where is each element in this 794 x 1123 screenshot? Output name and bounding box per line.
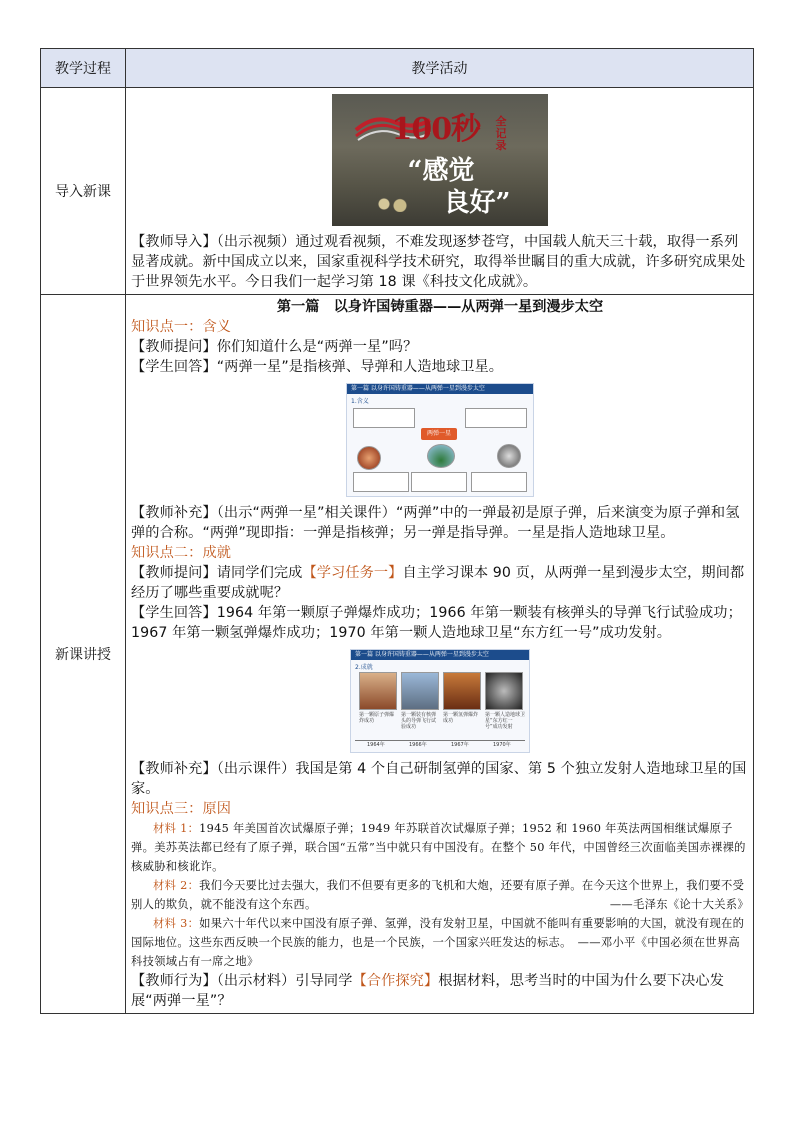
slide1-text-box-left	[353, 408, 415, 428]
dongfanghong-satellite-image	[485, 672, 523, 710]
slide1-text-box-right	[465, 408, 527, 428]
material-1-label: 材料 1：	[153, 822, 200, 835]
supplement-2-label: 【教师补充】	[131, 761, 217, 777]
material-3-source: ——邓小平《中国必须在世界高科技领域占有一席之地》	[131, 936, 741, 968]
teacher-action-label: 【教师行为】	[131, 973, 217, 989]
material-1-text: 1945 年美国首次试爆原子弹；1949 年苏联首次试爆原子弹；1952 和 1960 年英法两国相继试爆原子弹。美苏英法都已经有了原子弹，联合国“五常”当中就只有中国没有。在整个 50 年代，中国曾经三次面临美国赤裸裸的核威胁和核讹诈。	[131, 822, 746, 873]
material-2-label: 材料 2：	[153, 879, 200, 892]
satellite-image	[497, 444, 521, 468]
year-1966: 1966年	[409, 742, 427, 748]
material-3	[131, 914, 749, 971]
material-3-label: 材料 3：	[153, 917, 200, 930]
teacher-question-1: 【教师提问】你们知道什么是“两弹一星”吗？	[131, 339, 418, 355]
slide1-title-bar: 第一篇 以身许国铸重器——从两弹一星到漫步太空	[347, 384, 533, 394]
teacher-intro-label: 【教师导入】	[131, 234, 217, 250]
slide1-center-label: 两弹一星	[421, 428, 457, 440]
hydrogen-bomb-image	[443, 672, 481, 710]
section-title: 第一篇 以身许国铸重器——从两弹一星到漫步太空	[276, 299, 604, 315]
material-2-text: 我们今天要比过去强大，我们不但要有更多的飞机和大炮，还要有原子弹。在今天这个世界上，我们要不受别人的欺负，就不能没有这个东西。	[131, 879, 745, 911]
stage-lecture: 新课讲授	[41, 295, 126, 1014]
material-3-text: 如果六十年代以来中国没有原子弹、氢弹，没有发射卫星，中国就不能叫有重要影响的大国，就没有现在的国际地位。这些东西反映一个民族的能力，也是一个民族，一个国家兴旺发达的标志。	[131, 917, 745, 949]
material-2-source: ——毛泽东《论十大关系》	[609, 898, 749, 911]
student-answer-1: 【学生回答】“两弹一星”是指核弹、导弹和人造地球卫星。	[131, 359, 504, 375]
question-2-post: 自主学习课本 90 页，从两弹一星到漫步太空，期间都经历了哪些重要成就呢？	[131, 565, 745, 601]
teacher-action-post: 根据材料，思考当时的中国为什么要下决心发展“两弹一星”？	[131, 973, 725, 1009]
slide1-subtitle: 1.含义	[351, 398, 369, 405]
slide1-caption-3	[471, 472, 527, 492]
slide-two-bombs-one-satellite	[346, 383, 534, 497]
header-process: 教学过程	[41, 49, 126, 88]
material-1	[131, 819, 749, 876]
lesson-plan-table	[40, 48, 754, 1014]
timeline-line	[355, 740, 525, 741]
slide2-caption-3: 第一颗氢弹爆炸成功	[443, 712, 479, 724]
cooperative-inquiry: 【合作探究】	[352, 973, 439, 989]
slide1-caption-2	[411, 472, 467, 492]
stage-intro: 导入新课	[41, 88, 126, 295]
teacher-supplement-2	[131, 759, 749, 799]
intro-paragraph	[131, 232, 749, 292]
supplement-1-label: 【教师补充】	[131, 505, 217, 521]
slide2-title-bar: 第一篇 以身许国铸重器——从两弹一星到漫步太空	[351, 650, 529, 660]
video-title-small: 全记录	[495, 115, 507, 152]
material-2	[131, 876, 749, 914]
missile-image	[427, 444, 455, 468]
header-activity: 教学活动	[126, 49, 754, 88]
slide2-subtitle: 2.成就	[355, 664, 373, 671]
year-1967: 1967年	[451, 742, 469, 748]
atomic-bomb-image	[357, 446, 381, 470]
intro-video-thumbnail[interactable]	[332, 94, 548, 226]
teacher-supplement-1	[131, 503, 749, 543]
slide1-caption-1	[353, 472, 409, 492]
lecture-row	[41, 295, 754, 1014]
supplement-2-text: （出示课件）我国是第 4 个自己研制氢弹的国家、第 5 个独立发射人造地球卫星的国家。	[131, 761, 747, 797]
knowledge-point-2: 知识点二：成就	[131, 545, 232, 561]
missile-launch-image	[401, 672, 439, 710]
teacher-action	[131, 971, 749, 1011]
mushroom-cloud-image	[359, 672, 397, 710]
header-row	[41, 49, 754, 88]
question-2-pre: 【教师提问】请同学们完成	[131, 565, 303, 581]
year-1964: 1964年	[367, 742, 385, 748]
student-answer-2: 【学生回答】1964 年第一颗原子弹爆炸成功；1966 年第一颗装有核弹头的导弹飞行试验成功；1967 年第一颗氢弹爆炸成功；1970 年第一颗人造地球卫星“东方红一号”成功发射。	[131, 605, 742, 641]
slide-achievements	[350, 649, 530, 753]
teacher-question-2	[131, 563, 749, 603]
video-title-big: 100秒	[391, 112, 481, 147]
slide2-caption-4: 第一颗人造地球卫星“东方红一号”成功发射	[485, 712, 526, 730]
teacher-action-pre: （出示材料）引导同学	[216, 973, 353, 989]
slide2-caption-2: 第一颗装有核弹头的导弹飞行试验成功	[401, 712, 437, 730]
intro-cell	[126, 88, 754, 295]
intro-row	[41, 88, 754, 295]
learning-task-1: 【学习任务一】	[302, 565, 403, 581]
slide2-caption-1: 第一颗原子弹爆炸成功	[359, 712, 395, 724]
year-1970: 1970年	[493, 742, 511, 748]
knowledge-point-3: 知识点三：原因	[131, 801, 232, 817]
video-quote-line1: “感觉	[407, 156, 475, 186]
supplement-1-text: （出示“两弹一星”相关课件）“两弹”中的一弹最初是原子弹，后来演变为原子弹和氢弹的合称。“两弹”现即指：一弹是指核弹；另一弹是指导弹。一星是指人造地球卫星。	[131, 505, 740, 541]
video-quote-line2: 良好”	[443, 188, 511, 218]
lecture-cell	[126, 295, 754, 1014]
intro-text: （出示视频）通过观看视频，不难发现逐梦苍穹，中国载人航天三十载，取得一系列显著成就。新中国成立以来，国家重视科学技术研究，取得举世瞩目的重大成就，许多研究成果处于世界领先水平。今日我们一起学习第 18 课《科技文化成就》。	[131, 234, 746, 290]
capsule-debris-image	[372, 196, 412, 212]
knowledge-point-1: 知识点一：含义	[131, 319, 232, 335]
